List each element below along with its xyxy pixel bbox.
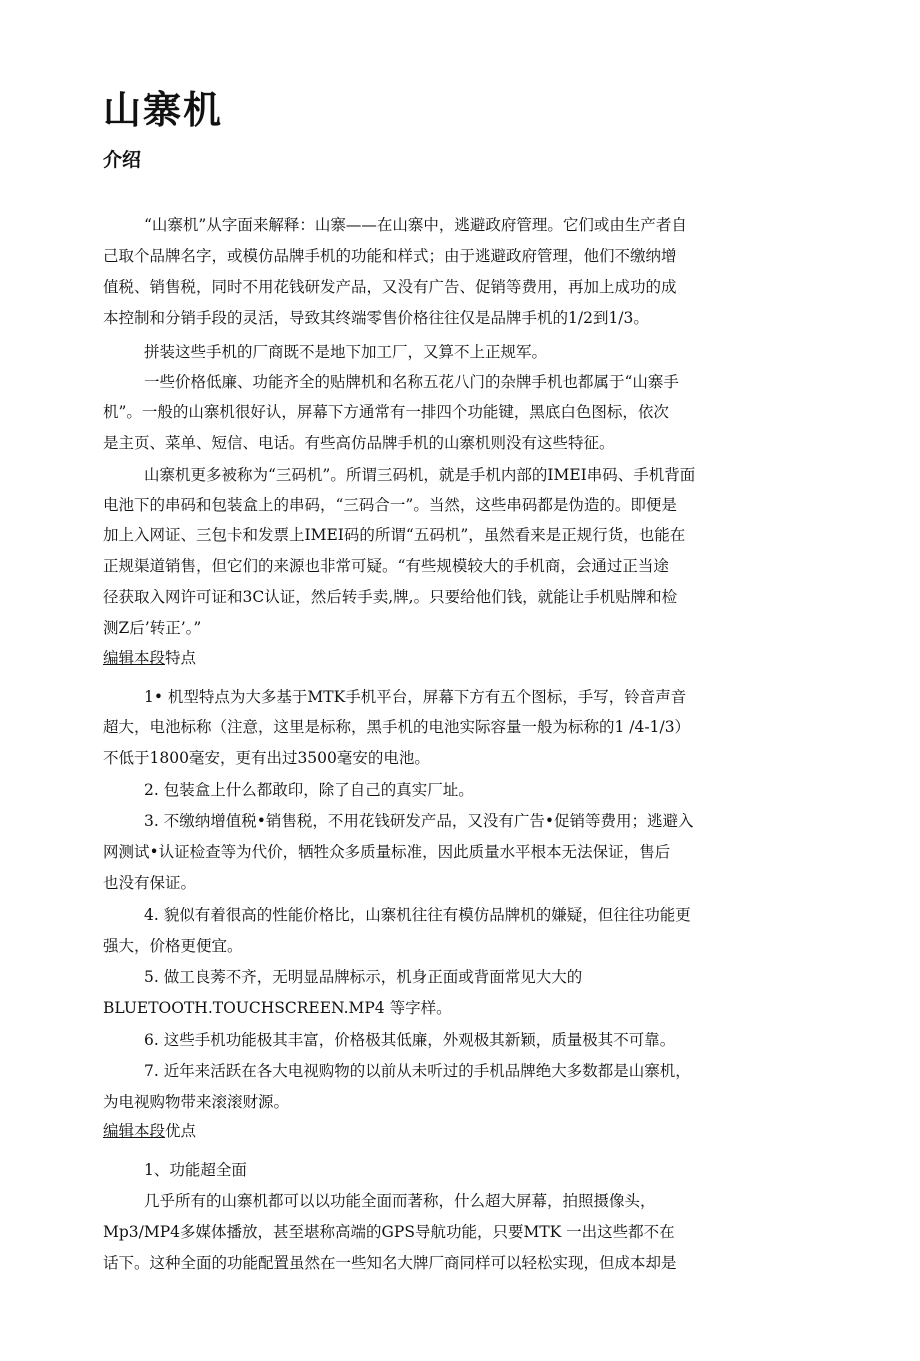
- edit-section-link-features[interactable]: 编辑本段: [103, 649, 166, 667]
- advantage-line: 话下。这种全面的功能配置虽然在一些知名大牌厂商同样可以轻松实现，但成本却是: [103, 1254, 677, 1272]
- intro-line: “山寨机”从字面来解释：山寨——在山寨中，逃避政府管理。它们或由生产者自: [144, 216, 687, 234]
- intro-line: 一些价格低廉、功能齐全的贴牌机和名称五花八门的杂牌手机也都属于“山寨手: [144, 373, 679, 391]
- feature-line: 超大，电池标称（注意，这里是标称，黑手机的电池实际容量一般为标称的1 /4-1/3）: [103, 718, 691, 736]
- feature-line: 3. 不缴纳增值税•销售税，不用花钱研发产品，又没有广告•促销等费用；逃避入: [144, 812, 694, 830]
- intro-line: 是主页、菜单、短信、电话。有些高仿品牌手机的山寨机则没有这些特征。: [103, 434, 615, 452]
- feature-line: 2. 包装盒上什么都敢印，除了自己的真实厂址。: [144, 781, 474, 799]
- feature-line: 为电视购物带来滚滚财源。: [103, 1093, 290, 1111]
- feature-line: 4. 貌似有着很高的性能价格比，山寨机往往有模仿品牌机的嫌疑，但往往功能更: [144, 906, 691, 924]
- feature-line: BLUETOOTH.TOUCHSCREEN.MP4 等字样。: [103, 999, 452, 1017]
- edit-section-link-advantages[interactable]: 编辑本段: [103, 1122, 166, 1140]
- advantage-line: 1、功能超全面: [144, 1161, 247, 1179]
- section-heading-intro: 介绍: [103, 149, 142, 171]
- intro-line: 电池下的串码和包装盒上的串码，“三码合一”。当然，这些串码都是伪造的。即便是: [103, 496, 677, 514]
- intro-line: 加上入网证、三包卡和发票上IMEI码的所谓“五码机”，虽然看来是正规行货，也能在: [103, 526, 686, 544]
- intro-line: 拼装这些手机的厂商既不是地下加工厂，又算不上正规军。: [144, 343, 548, 361]
- feature-line: 也没有保证。: [103, 874, 197, 892]
- section-header-advantages: [103, 1120, 196, 1142]
- feature-line: 5. 做工良莠不齐，无明显品牌标示，机身正面或背面常见大大的: [144, 968, 583, 986]
- section-header-features: [103, 647, 196, 669]
- intro-line: 径获取入网许可证和3C认证，然后转手卖,牌,。只要给他们钱，就能让手机贴牌和检: [103, 588, 678, 606]
- feature-line: 不低于1800毫安，更有出过3500毫安的电池。: [103, 749, 430, 767]
- page-title: 山寨机: [103, 88, 224, 132]
- intro-line: 正规渠道销售，但它们的来源也非常可疑。“有些规模较大的手机商，会通过正当途: [103, 557, 669, 575]
- section-heading-advantages: 优点: [165, 1122, 197, 1140]
- section-heading-features: 特点: [165, 649, 197, 667]
- feature-line: 强大，价格更便宜。: [103, 937, 243, 955]
- feature-line: 网测试•认证检查等为代价，牺牲众多质量标准，因此质量水平根本无法保证，售后: [103, 843, 671, 861]
- feature-line: 6. 这些手机功能极其丰富，价格极其低廉，外观极其新颖，质量极其不可靠。: [144, 1031, 676, 1049]
- intro-line: 值税、销售税，同时不用花钱研发产品，又没有广告、促销等费用，再加上成功的成: [103, 278, 677, 296]
- intro-line: 山寨机更多被称为“三码机”。所谓三码机，就是手机内部的IMEI串码、手机背面: [144, 466, 696, 484]
- advantage-line: 几乎所有的山寨机都可以以功能全面而著称，什么超大屏幕，拍照摄像头，: [144, 1192, 656, 1210]
- intro-line: 测Z后’转正’。”: [103, 619, 202, 637]
- advantage-line: Mp3/MP4多媒体播放，甚至堪称高端的GPS导航功能，只要MTK 一出这些都不在: [103, 1223, 675, 1241]
- intro-line: 本控制和分销手段的灵活，导致其终端零售价格往往仅是品牌手机的1/2到1/3。: [103, 309, 649, 327]
- intro-line: 机”。一般的山寨机很好认，屏幕下方通常有一排四个功能键，黑底白色图标，依次: [103, 403, 669, 421]
- feature-line: 7. 近年来活跃在各大电视购物的以前从未听过的手机品牌绝大多数都是山寨机，: [144, 1062, 691, 1080]
- intro-line: 己取个品牌名字，或模仿品牌手机的功能和样式；由于逃避政府管理，他们不缴纳增: [103, 247, 677, 265]
- feature-line: 1• 机型特点为大多基于MTK手机平台，屏幕下方有五个图标，手写，铃音声音: [144, 688, 687, 706]
